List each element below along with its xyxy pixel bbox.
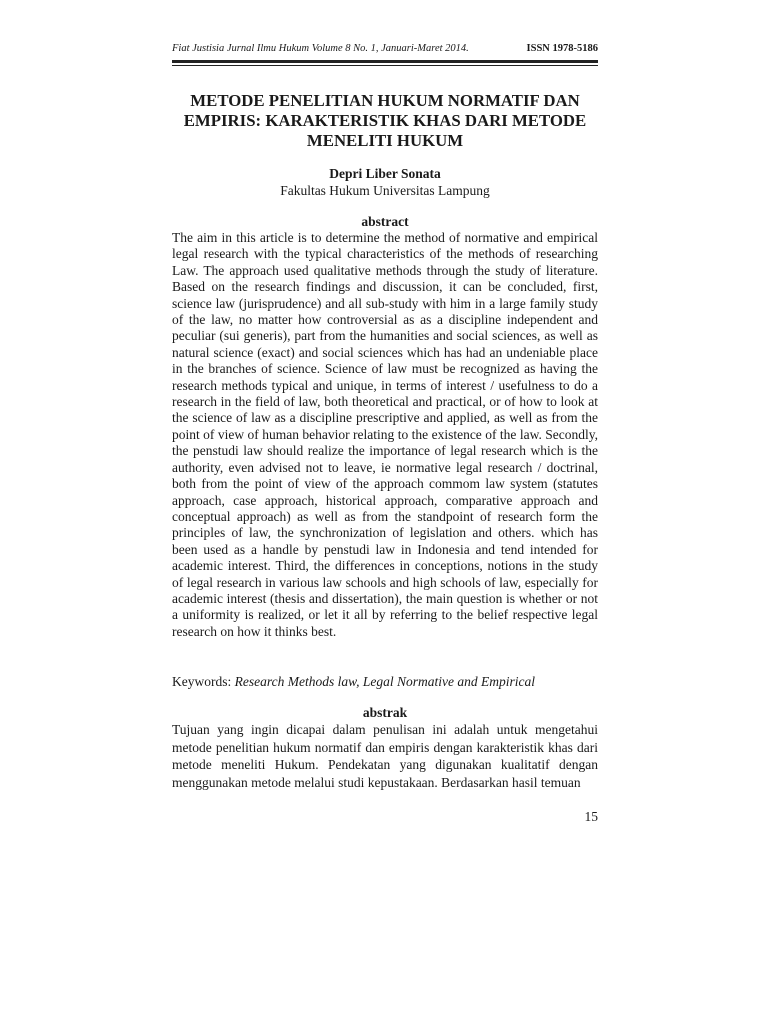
abstract-text: The aim in this article is to determine the method of normative and empirical legal research with the typical characteristics of the methods of researching Law. The approach used qualitative methods through the study of literature. Based on the research findings and discussion, it can be concluded, first, science law (jurisprudence) and all sub-study with him in a large family study of the law, no matter how controversial as as a discipline independent and peculiar (sui generis), part from the humanities and social sciences, as well as natural science (exact) and social sciences which has had an undeniable place in the branches of science. Science of law must be recognized as having the research methods typical and unique, in terms of interest / usefulness to do a research in the field of law, both theoretical and practical, or of how to look at the science of law as a discipline prescriptive and applied, as well as from the point of view of human behavior relating to the existence of the law. Secondly, the penstudi law should realize the importance of legal research which is the authority, even advised not to leave, ie normative legal research / doctrinal, both from the point of view of the approach commom law system (statutes approach, case approach, historical approach, comparative approach and conceptual approach) as well as from the standpoint of research form the principles of law, the synchronization of legislation and others. which has been used as a handle by penstudi law in Indonesia and tend intended for academic interest. Third, the differences in conceptions, notions in the study of legal research in various law schools and high schools of law, especially for academic interest (thesis and dissertation), the main question is whether or not a uniformity is realized, or let it all by referring to the belief respective legal research on how it thinks best. bbox=[172, 230, 598, 639]
page-number: 15 bbox=[584, 809, 598, 824]
keywords-value: Research Methods law, Legal Normative and Empirical bbox=[234, 674, 535, 689]
header-rule bbox=[172, 60, 598, 66]
author-name: Depri Liber Sonata bbox=[329, 166, 441, 181]
keywords-label: Keywords: bbox=[172, 674, 235, 689]
running-header bbox=[172, 40, 598, 58]
journal-citation: Fiat Justisia Jurnal Ilmu Hukum Volume 8 No. 1, Januari-Maret 2014. bbox=[172, 43, 469, 54]
article-title: METODE PENELITIAN HUKUM NORMATIF DAN EMPIRIS: KARAKTERISTIK KHAS DARI METODE MENELITI HUKUM bbox=[183, 91, 587, 150]
abstrak-heading: abstrak bbox=[362, 705, 408, 720]
keywords-line bbox=[172, 673, 598, 690]
abstrak-text: Tujuan yang ingin dicapai dalam penulisan ini adalah untuk mengetahui metode penelitian hukum normatif dan empiris dengan karakteristik khas dari metode meneliti Hukum. Pendekatan yang digunakan kualitatif dengan menggunakan metode melalui studi kepustakaan. Berdasarkan hasil temuan bbox=[172, 722, 598, 790]
abstract-heading: abstract bbox=[361, 214, 409, 229]
author-affiliation: Fakultas Hukum Universitas Lampung bbox=[280, 183, 490, 198]
issn-label: ISSN 1978-5186 bbox=[526, 43, 598, 54]
